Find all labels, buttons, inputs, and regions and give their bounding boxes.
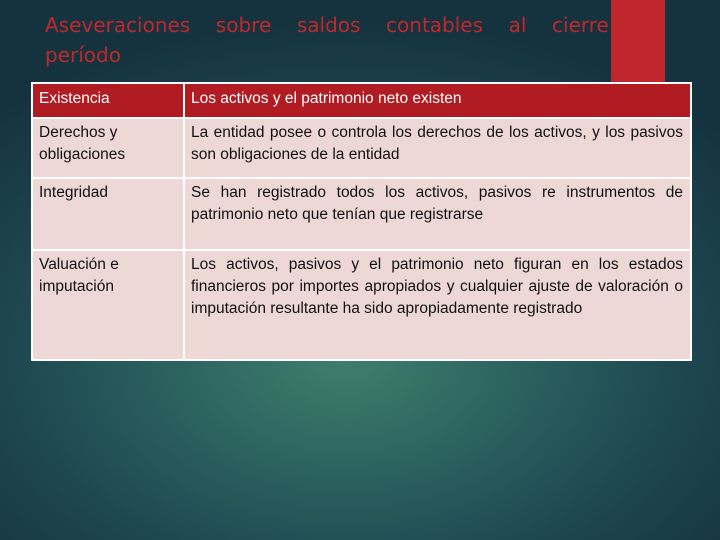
table-cell-description: La entidad posee o controla los derechos de los activos, y los pasivos son obligaciones de la entidad	[184, 118, 691, 178]
table-cell-description: Los activos y el patrimonio neto existen	[184, 83, 691, 118]
table-row	[32, 118, 691, 178]
table-cell-description: Se han registrado todos los activos, pasivos re instrumentos de patrimonio neto que tenían que registrarse	[184, 178, 691, 250]
table-cell-description: Los activos, pasivos y el patrimonio neto figuran en los estados financieros por importes apropiados y cualquier ajuste de valoración o imputación resultante ha sido apropiadamente registrado	[184, 250, 691, 360]
slide-title-line-1: Aseveraciones sobre saldos contables al cierre del	[45, 13, 665, 37]
table-cell-term: Derechos y obligaciones	[32, 118, 184, 178]
slide-title	[45, 10, 665, 70]
table-header-row	[32, 83, 691, 118]
table-row	[32, 250, 691, 360]
slide-title-line-2: período	[45, 43, 121, 67]
table-cell-term: Valuación e imputación	[32, 250, 184, 360]
assertions-table	[31, 82, 692, 361]
table-row	[32, 178, 691, 250]
table-cell-term: Integridad	[32, 178, 184, 250]
table-cell-term: Existencia	[32, 83, 184, 118]
